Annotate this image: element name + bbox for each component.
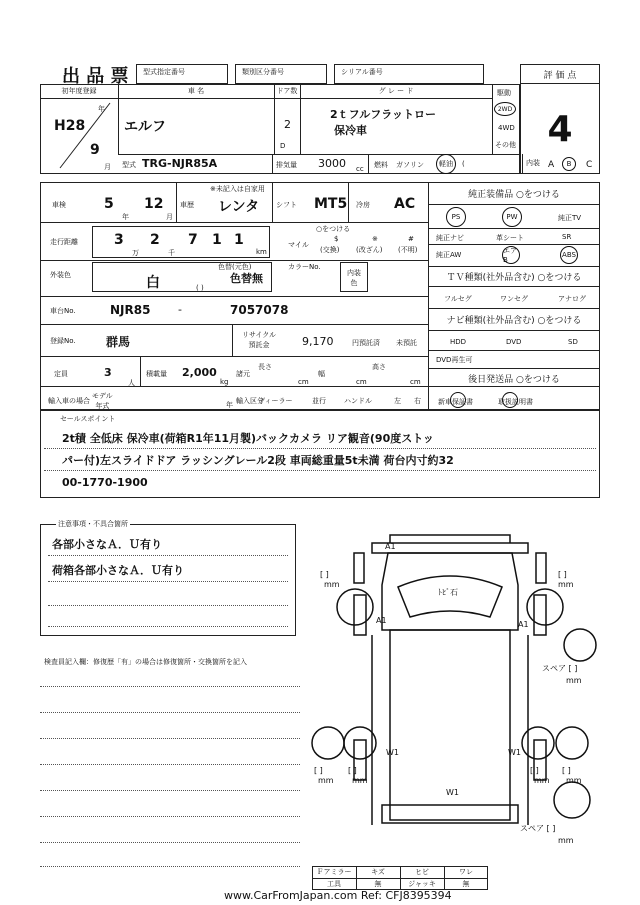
equip-ps-circle: PS — [446, 207, 466, 227]
svg-text:W1: W1 — [446, 788, 459, 797]
chassis-number-2: 7057078 — [230, 303, 289, 317]
equip-abs-circle: ABS — [560, 246, 578, 264]
svg-text:A1: A1 — [518, 620, 529, 629]
sales-line-3: 00-1770-1900 — [62, 476, 148, 489]
svg-text:mm: mm — [318, 776, 334, 785]
svg-text:W1: W1 — [508, 748, 521, 757]
exterior-color: 白 — [146, 275, 160, 291]
model-code: TRG-NJR85A — [142, 157, 218, 170]
manual-circle — [502, 392, 518, 408]
mileage-digit: 3 — [114, 232, 124, 248]
registration-date: 年 H28 9 月 — [54, 105, 111, 171]
inspection-month: 12 — [144, 196, 164, 212]
svg-text:ﾄﾋﾞ石: ﾄﾋﾞ石 — [438, 588, 458, 597]
sales-line-2: パー付)左スライドドア ラッシングレール2段 車両総重量5t未満 荷台内寸約32 — [62, 454, 454, 467]
inspection-year: 5 — [104, 196, 114, 212]
sales-line-1: 2t積 全低床 保冷車(荷箱R1年11月製)バックカメラ リア観音(90度ストッ — [62, 432, 434, 445]
svg-text:[ ]: [ ] — [558, 570, 567, 579]
svg-text:[ ]: [ ] — [348, 766, 357, 775]
car-name: エルフ — [124, 119, 166, 135]
plate-region: 群馬 — [106, 335, 131, 349]
door-count: 2 — [284, 118, 291, 131]
load-capacity: 2,000 — [182, 366, 217, 379]
color-change: 色替無 — [230, 272, 263, 285]
label-a1-top: A1 — [385, 542, 396, 551]
svg-text:mm: mm — [566, 776, 582, 785]
svg-text:スペア [ ]: スペア [ ] — [520, 824, 556, 833]
grade-line-2: 保冷車 — [334, 124, 367, 137]
score-box: 評 価 点 4 — [520, 64, 600, 174]
svg-text:[ ]: [ ] — [314, 766, 323, 775]
recycle-fee: 9,170 — [302, 335, 334, 348]
form-title: 出 品 票 — [62, 66, 129, 87]
type-number-box: 型式指定番号 — [136, 64, 228, 84]
score-value: 4 — [547, 108, 573, 150]
svg-text:A1: A1 — [376, 616, 387, 625]
air-conditioner: AC — [394, 196, 416, 212]
fuel-diesel-circle: 軽油 — [436, 154, 456, 174]
vehicle-history: レンタ — [218, 199, 260, 215]
svg-text:W1: W1 — [386, 748, 399, 757]
svg-text:mm: mm — [558, 836, 574, 845]
chassis-number-1: NJR85 — [110, 303, 151, 317]
grade-line-1: 2ｔフルフラットロー — [330, 108, 436, 121]
svg-text:mm: mm — [534, 776, 550, 785]
displacement: 3000 — [318, 157, 346, 170]
vehicle-damage-diagram — [310, 525, 610, 865]
svg-text:mm: mm — [566, 676, 582, 685]
equip-pw-circle: PW — [502, 207, 522, 227]
svg-text:mm: mm — [352, 776, 368, 785]
svg-text:mm: mm — [324, 580, 340, 589]
drive-2wd-circle: 2WD — [494, 102, 516, 116]
equip-airbag-circle: エアB — [502, 246, 520, 264]
shift-type: MT5 — [314, 196, 348, 212]
mileage-digit: 1 — [212, 232, 222, 248]
footer-watermark: www.CarFromJapan.com Ref: CFJ8395394 — [224, 889, 452, 902]
svg-text:mm: mm — [558, 580, 574, 589]
svg-text:[ ]: [ ] — [562, 766, 571, 775]
note-line-1: 各部小さなＡ．Ｕ有り — [52, 538, 162, 551]
warranty-book-circle — [450, 392, 466, 408]
interior-b-circle: B — [562, 157, 576, 171]
note-line-2: 荷箱各部小さなＡ．Ｕ有り — [52, 564, 184, 577]
serial-number-box: シリアル番号 — [334, 64, 484, 84]
passenger-capacity: 3 — [104, 366, 112, 379]
svg-text:[ ]: [ ] — [530, 766, 539, 775]
mileage-digit: 2 — [150, 232, 160, 248]
svg-text:スペア [ ]: スペア [ ] — [542, 664, 578, 673]
svg-text:[ ]: [ ] — [320, 570, 329, 579]
mileage-digit: 1 — [234, 232, 244, 248]
mileage-digit: 7 — [188, 232, 198, 248]
class-number-box: 類別区分番号 — [235, 64, 327, 84]
